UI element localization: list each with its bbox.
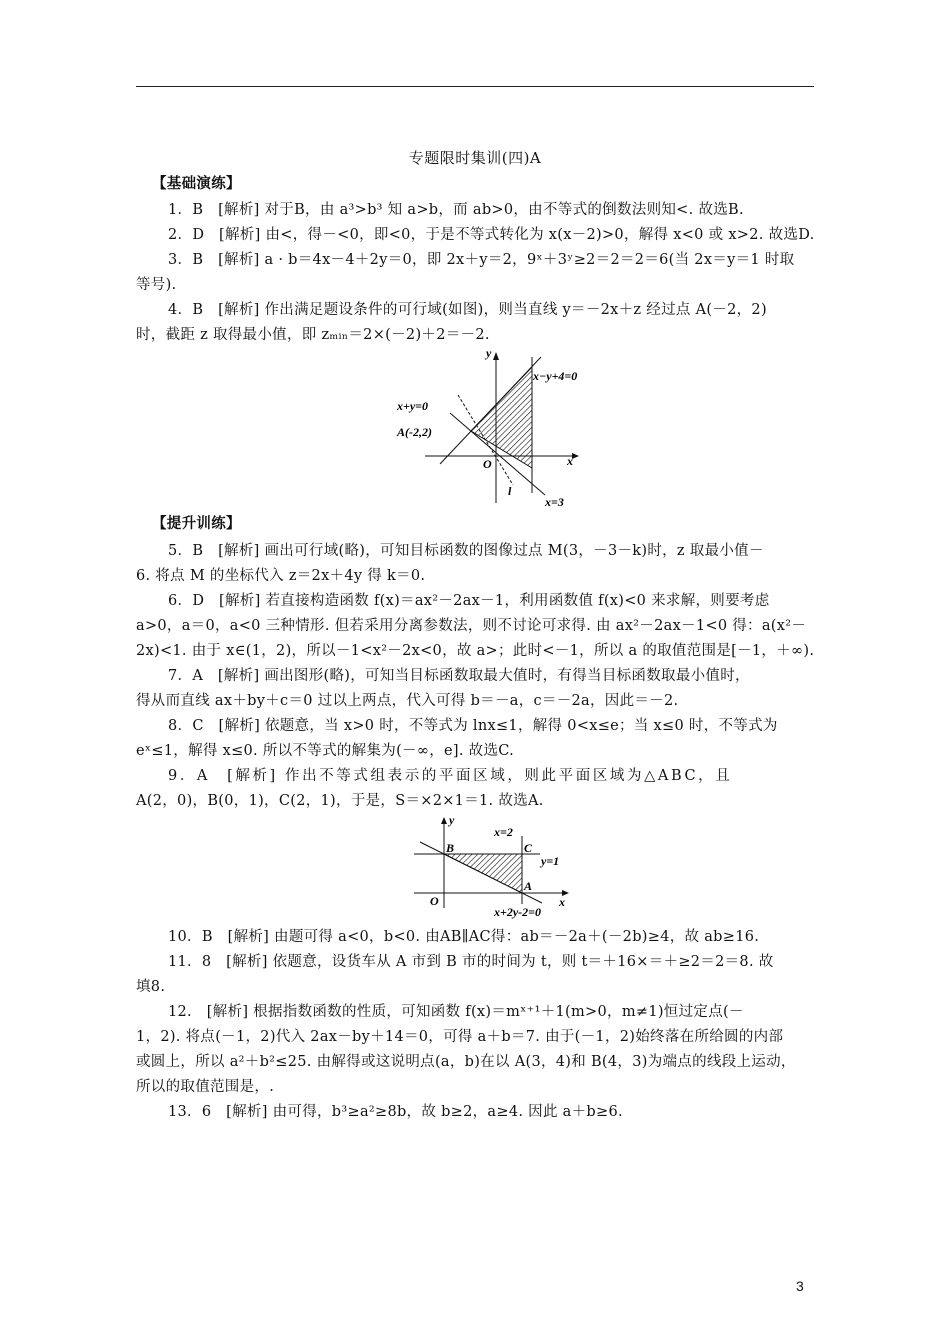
label-point-b: B xyxy=(446,841,455,855)
label-line-l: l xyxy=(508,484,512,498)
label-point-c: C xyxy=(524,841,533,855)
answer-11: 11．8 [解析] 依题意，设货车从 A 市到 B 市的时间为 t，则 t＝＋16×＝＋≥2＝2＝8. 故 xyxy=(168,954,774,970)
answer-9-cont: A(2，0)，B(0，1)，C(2，1)，于是，S＝×2×1＝1. 故选A. xyxy=(136,793,544,809)
page-number: 3 xyxy=(796,1278,804,1294)
answer-12-cont2: 或圆上，所以 a²＋b²≤25. 由解得或这说明点(a，b)在以 A(3，4)和 B(4，3)为端点的线段上运动， xyxy=(136,1054,796,1070)
answer-2: 2．D [解析] 由<，得－<0，即<0，于是不等式转化为 x(x－2)>0，解得 x<0 或 x>2. 故选D. xyxy=(168,227,815,243)
label-y-axis: y xyxy=(486,346,492,360)
header-rule xyxy=(136,86,814,87)
answer-8-cont: eˣ≤1，解得 x≤0. 所以不等式的解集为(－∞，e]. 故选C. xyxy=(136,743,515,759)
label-point-a: A xyxy=(524,879,533,893)
answer-6-cont2: 2x)<1. 由于 x∈(1，2)，所以－1<x²－2x<0，故 a>；此时<－1，所以 a 的取值范围是[－1，＋∞). xyxy=(136,643,815,659)
answer-12: 12. [解析] 根据指数函数的性质，可知函数 f(x)＝mˣ⁺¹＋1(m>0，m≠1)恒过定点(－ xyxy=(168,1004,744,1020)
label-origin: O xyxy=(483,457,492,471)
answer-10: 10．B [解析] 由题可得 a<0，b<0. 由AB∥AC得：ab＝－2a＋(－2b)≥4，故 ab≥16. xyxy=(168,929,760,945)
feasible-region-figure-1 xyxy=(395,343,595,510)
label-x-2: x=2 xyxy=(494,825,513,839)
answer-9: 9．A [解析] 作出不等式组表示的平面区域，则此平面区域为△ABC，且 xyxy=(168,768,733,784)
label-point-a: A(-2,2) xyxy=(397,425,432,439)
y-axis-arrow xyxy=(493,352,499,360)
label-y-1: y=1 xyxy=(541,854,560,868)
answer-6-cont1: a>0，a＝0，a<0 三种情形. 但若采用分离参数法，则不讨论可求得. 由 ax²－2ax－1<0 得：a(x²－ xyxy=(136,618,807,634)
answer-4-cont: 时，截距 z 取得最小值，即 zₘᵢₙ＝2×(－2)＋2＝－2. xyxy=(136,327,490,343)
y-axis-arrow xyxy=(441,817,447,824)
page-title: 专题限时集训(四)A xyxy=(408,149,542,167)
answer-13: 13．6 [解析] 由可得，b³≥a²≥8b，故 b≥2，a≥4. 因此 a＋b≥6. xyxy=(168,1104,623,1120)
label-line1: x−y+4=0 xyxy=(533,369,578,383)
answer-1: 1．B [解析] 对于B，由 a³>b³ 知 a>b，而 ab>0，由不等式的倒数法则知<. 故选B. xyxy=(168,202,744,218)
x-axis-arrow xyxy=(572,453,579,459)
label-line2: x+y=0 xyxy=(397,399,429,413)
label-main-line: x+2y-2=0 xyxy=(494,905,541,919)
answer-8: 8．C [解析] 依题意，当 x>0 时，不等式为 lnx≤1，解得 0<x≤e；当 x≤0 时，不等式为 xyxy=(168,718,778,734)
shaded-region xyxy=(471,367,532,468)
label-line3: x=3 xyxy=(545,495,564,509)
section-advanced: 【提升训练】 xyxy=(152,515,241,532)
answer-11-cont: 填8. xyxy=(136,979,166,995)
answer-5-cont: 6. 将点 M 的坐标代入 z＝2x＋4y 得 k＝0. xyxy=(136,568,426,584)
answer-12-cont1: 1，2). 将点(－1，2)代入 2ax－by＋14＝0，可得 a＋b＝7. 由于(－1，2)始终落在所给圆的内部 xyxy=(136,1029,784,1045)
label-x-axis: x xyxy=(559,895,565,909)
answer-4: 4．B [解析] 作出满足题设条件的可行域(如图)，则当直线 y＝－2x＋z 经过点 A(－2，2) xyxy=(168,302,767,318)
section-basic: 【基础演练】 xyxy=(152,175,241,192)
answer-3: 3．B [解析] a · b＝4x－4＋2y＝0，即 2x＋y＝2，9ˣ＋3ʸ≥2＝2＝2＝6(当 2x＝y＝1 时取 xyxy=(168,252,795,268)
answer-5: 5．B [解析] 画出可行域(略)，可知目标函数的图像过点 M(3，－3－k)时，z 取最小值－ xyxy=(168,543,764,559)
answer-12-cont3: 所以的取值范围是，. xyxy=(136,1079,275,1095)
label-x-axis: x xyxy=(567,454,573,468)
answer-6: 6．D [解析] 若直接构造函数 f(x)＝ax²－2ax－1，利用函数值 f(x)<0 来求解，则要考虑 xyxy=(168,593,770,609)
answer-7: 7．A [解析] 画出图形(略)，可知当目标函数取最大值时，有得当目标函数取最小值时， xyxy=(168,668,750,684)
answer-7-cont: 得从而直线 ax＋by＋c＝0 过以上两点，代入可得 b＝－a，c＝－2a，因此＝－2. xyxy=(136,693,679,709)
label-y-axis: y xyxy=(449,813,455,827)
label-origin: O xyxy=(430,894,439,908)
feasible-region-figure-2 xyxy=(412,812,582,922)
answer-3-cont: 等号). xyxy=(136,277,177,293)
